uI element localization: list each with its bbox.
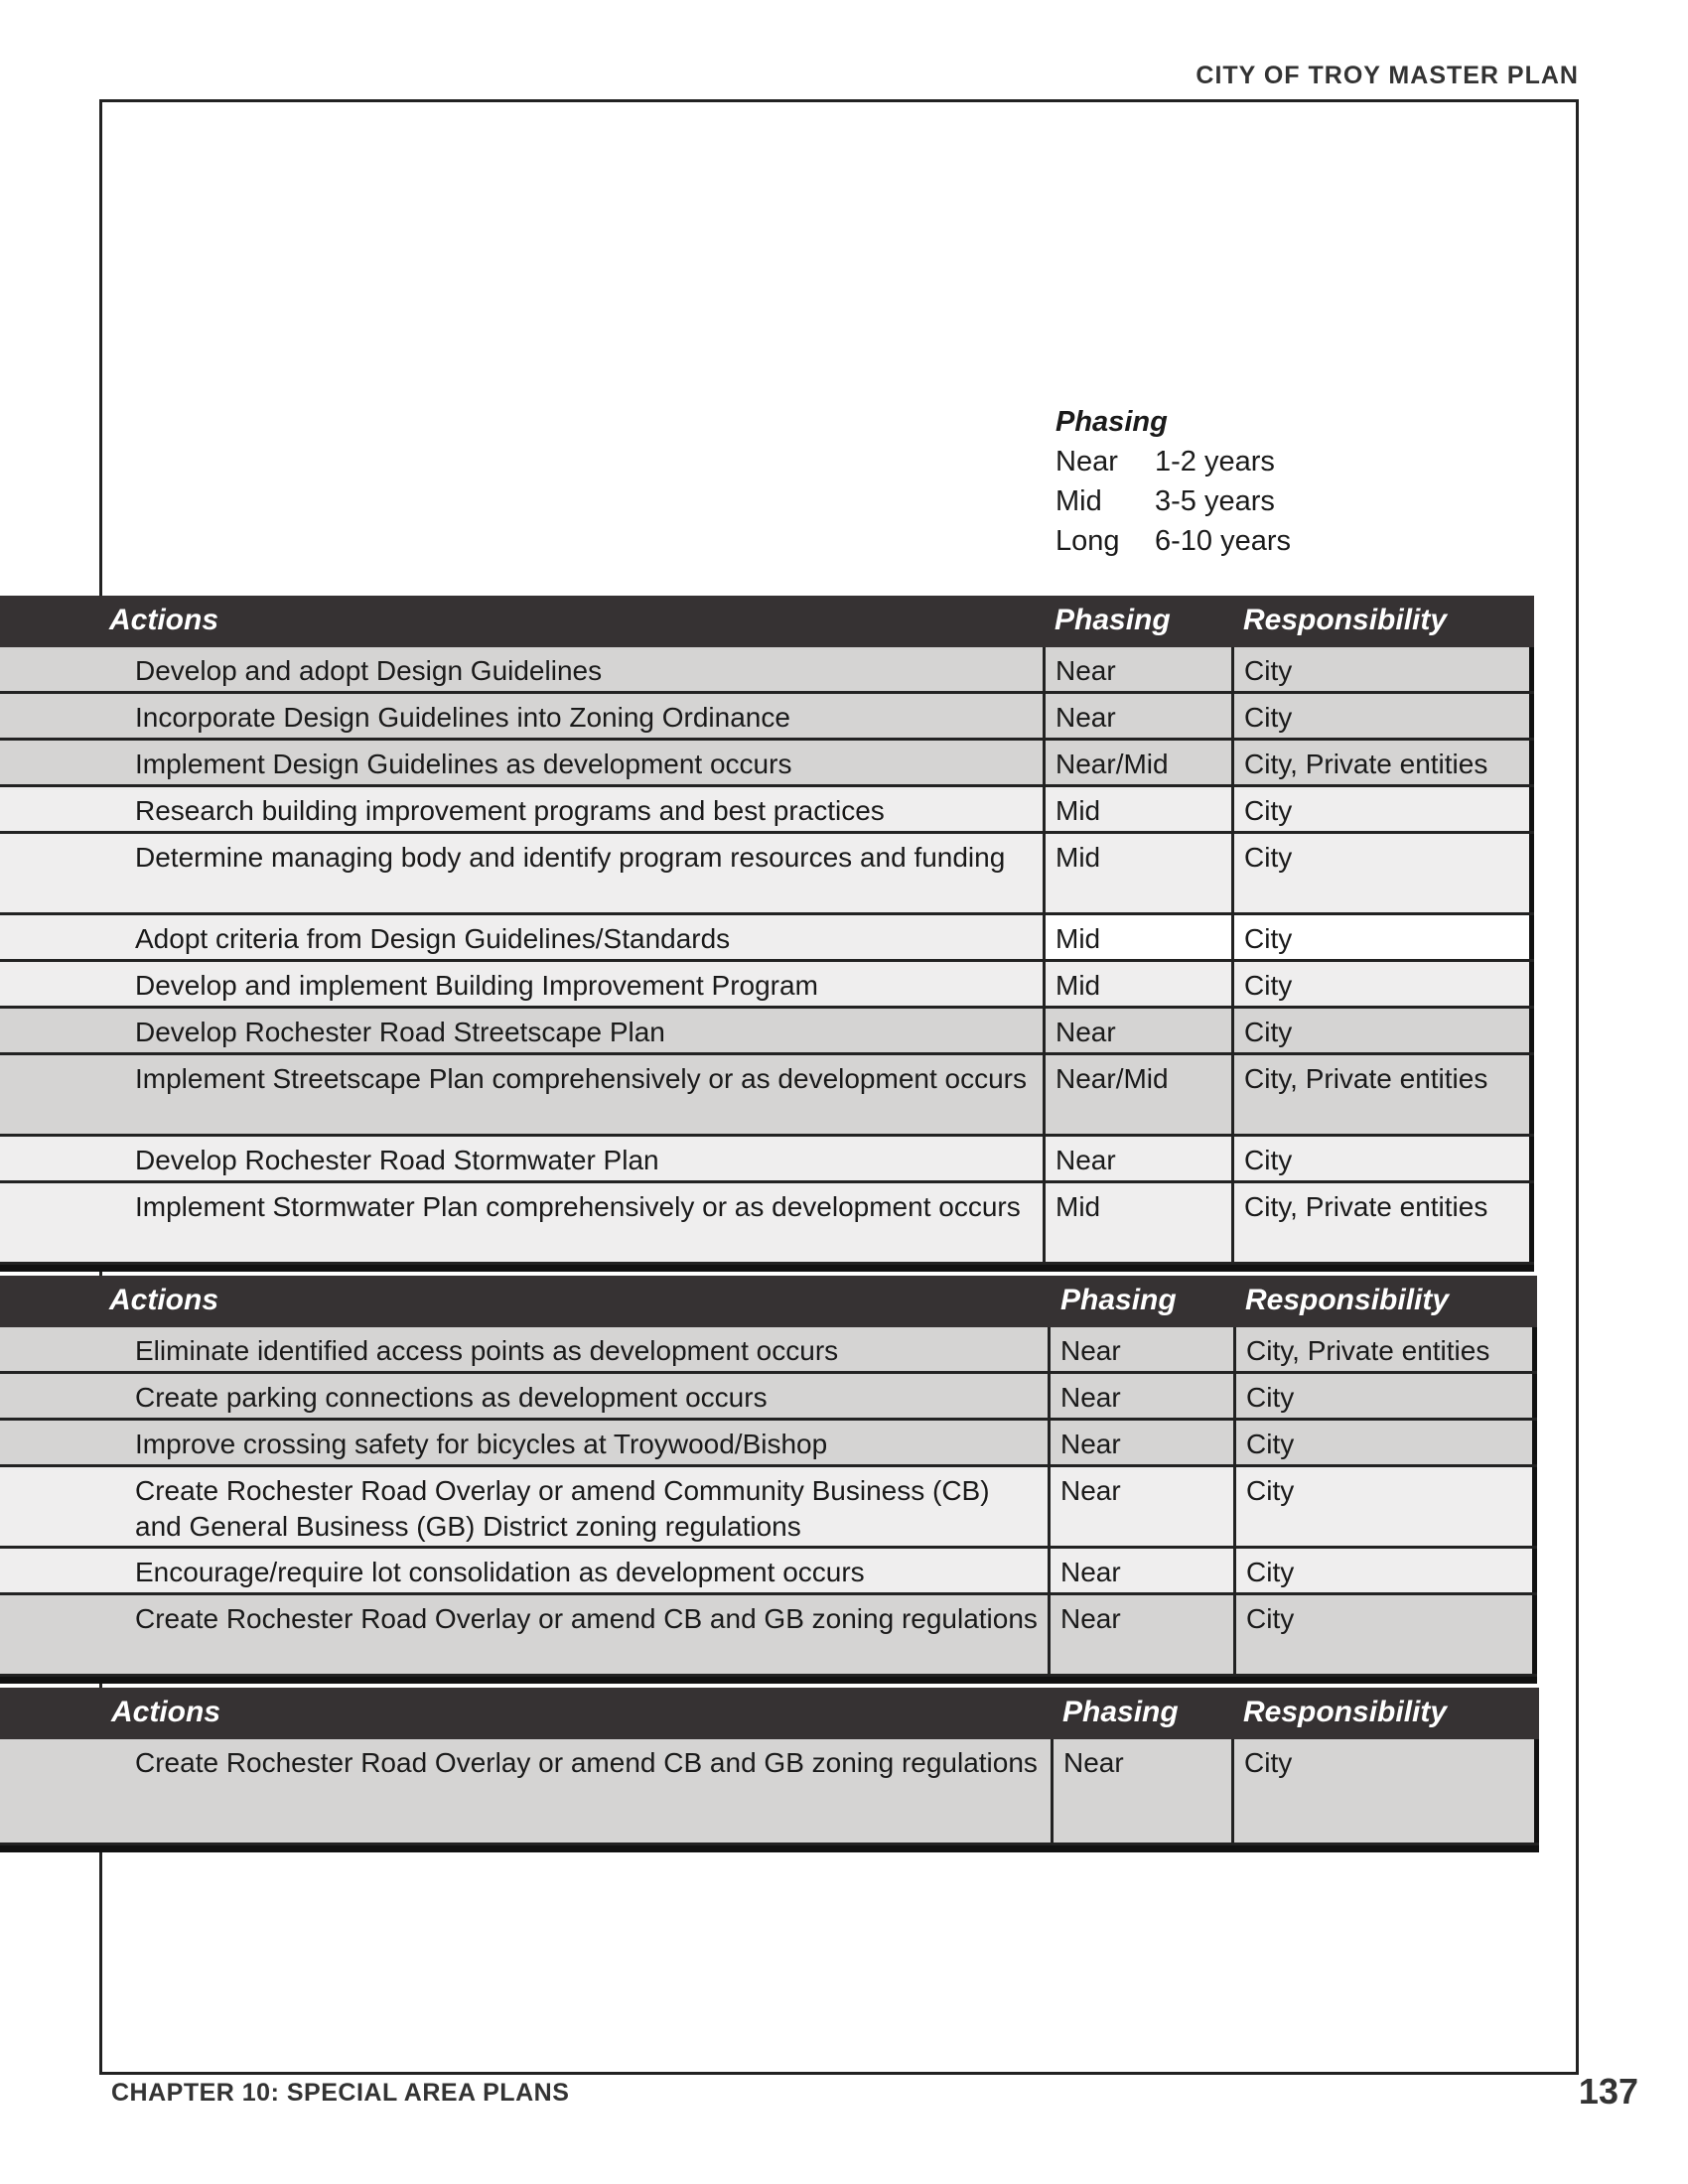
table-header <box>0 1276 1537 1327</box>
row-label-cell <box>0 1055 100 1134</box>
action-cell: Develop Rochester Road Stormwater Plan <box>97 1137 1043 1180</box>
legend-range: 1-2 years <box>1155 446 1275 478</box>
column-header-responsibility: Responsibility <box>1243 604 1448 636</box>
row-label-cell <box>0 694 100 738</box>
table-row <box>0 915 1534 962</box>
table-row <box>0 1374 1537 1421</box>
row-label-cell <box>0 834 100 912</box>
phasing-cell: Near <box>1048 1421 1233 1464</box>
table-row <box>0 1327 1537 1374</box>
column-header-responsibility: Responsibility <box>1243 1696 1448 1728</box>
table-row <box>0 962 1534 1009</box>
table-row <box>0 1595 1537 1677</box>
row-label-cell <box>0 1739 100 1843</box>
row-label-cell <box>0 1374 100 1418</box>
action-cell: Create Rochester Road Overlay or amend CB and GB zoning regulations <box>97 1739 1051 1843</box>
phasing-cell: Near <box>1043 1009 1231 1052</box>
responsibility-cell: City <box>1231 694 1534 738</box>
row-label-cell <box>0 962 100 1006</box>
phasing-cell: Near <box>1048 1595 1233 1674</box>
phasing-cell: Mid <box>1043 915 1231 959</box>
table-row <box>0 1055 1534 1137</box>
column-header-phasing: Phasing <box>1060 1284 1177 1316</box>
responsibility-cell: City, Private entities <box>1233 1327 1537 1371</box>
action-cell: Develop Rochester Road Streetscape Plan <box>97 1009 1043 1052</box>
action-cell: Improve crossing safety for bicycles at Troywood/Bishop <box>97 1421 1048 1464</box>
action-cell: Develop and adopt Design Guidelines <box>97 647 1043 691</box>
phasing-cell: Mid <box>1043 962 1231 1006</box>
phasing-cell: Near/Mid <box>1043 1055 1231 1134</box>
table-row <box>0 834 1534 915</box>
row-label-cell <box>0 647 100 691</box>
legend-range: 6-10 years <box>1155 525 1292 557</box>
phasing-cell: Near <box>1048 1327 1233 1371</box>
action-cell: Develop and implement Building Improvement Program <box>97 962 1043 1006</box>
row-label-cell <box>0 1137 100 1180</box>
phasing-cell: Near <box>1051 1739 1231 1843</box>
legend-row <box>1055 481 1291 521</box>
action-cell: Encourage/require lot consolidation as development occurs <box>97 1549 1048 1592</box>
table-row <box>0 1137 1534 1183</box>
row-label-cell <box>0 1183 100 1262</box>
legend-range: 3-5 years <box>1155 485 1275 517</box>
column-header-actions: Actions <box>109 1284 219 1316</box>
phasing-cell: Near <box>1043 694 1231 738</box>
phasing-cell: Near <box>1048 1374 1233 1418</box>
phasing-cell: Mid <box>1043 1183 1231 1262</box>
phasing-cell: Near <box>1043 647 1231 691</box>
responsibility-cell: City, Private entities <box>1231 1183 1534 1262</box>
phasing-cell: Mid <box>1043 834 1231 912</box>
table-row <box>0 1421 1537 1467</box>
responsibility-cell: City <box>1233 1595 1537 1674</box>
responsibility-cell: City, Private entities <box>1231 741 1534 784</box>
table-bottom-border <box>0 1845 1539 1852</box>
table-row <box>0 1467 1537 1549</box>
column-header-phasing: Phasing <box>1062 1696 1179 1728</box>
legend-row <box>1055 521 1291 561</box>
action-cell: Create Rochester Road Overlay or amend CB and GB zoning regulations <box>97 1595 1048 1674</box>
responsibility-cell: City <box>1233 1467 1537 1546</box>
responsibility-cell: City <box>1231 1009 1534 1052</box>
responsibility-cell: City <box>1233 1549 1537 1592</box>
responsibility-cell: City <box>1231 1739 1539 1843</box>
responsibility-cell: City <box>1233 1374 1537 1418</box>
legend-term: Near <box>1055 446 1118 478</box>
table-header <box>0 1688 1539 1739</box>
table-row <box>0 1549 1537 1595</box>
table-row <box>0 647 1534 694</box>
phasing-cell: Mid <box>1043 787 1231 831</box>
table-header <box>0 596 1534 647</box>
phasing-cell: Near <box>1048 1467 1233 1546</box>
row-label-cell <box>0 787 100 831</box>
action-cell: Implement Design Guidelines as development occurs <box>97 741 1043 784</box>
legend-title: Phasing <box>1055 406 1168 438</box>
action-cell: Implement Streetscape Plan comprehensively or as development occurs <box>97 1055 1043 1134</box>
table-row <box>0 1739 1539 1845</box>
column-header-actions: Actions <box>109 604 219 636</box>
responsibility-cell: City <box>1231 647 1534 691</box>
row-label-cell <box>0 1595 100 1674</box>
row-label-cell <box>0 1327 100 1371</box>
page-number: 137 <box>1578 2071 1638 2112</box>
table-bottom-border <box>0 1677 1537 1684</box>
column-header-actions: Actions <box>111 1696 221 1728</box>
table-row <box>0 1183 1534 1265</box>
table-bottom-border <box>0 1265 1534 1272</box>
row-label-cell <box>0 1467 100 1546</box>
legend-term: Long <box>1055 525 1120 557</box>
responsibility-cell: City <box>1231 787 1534 831</box>
legend-term: Mid <box>1055 485 1102 517</box>
column-header-responsibility: Responsibility <box>1245 1284 1450 1316</box>
phasing-legend <box>1055 402 1291 561</box>
responsibility-cell: City <box>1231 1137 1534 1180</box>
row-label-cell <box>0 741 100 784</box>
table-row <box>0 694 1534 741</box>
action-cell: Incorporate Design Guidelines into Zoning Ordinance <box>97 694 1043 738</box>
table-row <box>0 1009 1534 1055</box>
phasing-cell: Near/Mid <box>1043 741 1231 784</box>
phasing-cell: Near <box>1043 1137 1231 1180</box>
responsibility-cell: City, Private entities <box>1231 1055 1534 1134</box>
row-label-cell <box>0 1009 100 1052</box>
action-cell: Implement Stormwater Plan comprehensively or as development occurs <box>97 1183 1043 1262</box>
action-cell: Adopt criteria from Design Guidelines/Standards <box>97 915 1043 959</box>
phasing-cell: Near <box>1048 1549 1233 1592</box>
responsibility-cell: City <box>1231 915 1534 959</box>
action-cell: Create parking connections as development occurs <box>97 1374 1048 1418</box>
row-label-cell <box>0 1421 100 1464</box>
footer-chapter: CHAPTER 10: SPECIAL AREA PLANS <box>111 2079 570 2107</box>
table-row <box>0 741 1534 787</box>
responsibility-cell: City <box>1233 1421 1537 1464</box>
action-cell: Create Rochester Road Overlay or amend Community Business (CB) and General Business (GB) District zoning regulations <box>97 1467 1048 1546</box>
responsibility-cell: City <box>1231 834 1534 912</box>
action-cell: Research building improvement programs and best practices <box>97 787 1043 831</box>
row-label-cell <box>0 915 100 959</box>
table-row <box>0 787 1534 834</box>
header-title: CITY OF TROY MASTER PLAN <box>1196 62 1579 89</box>
action-cell: Eliminate identified access points as development occurs <box>97 1327 1048 1371</box>
column-header-phasing: Phasing <box>1055 604 1171 636</box>
action-cell: Determine managing body and identify program resources and funding <box>97 834 1043 912</box>
legend-row <box>1055 442 1291 481</box>
responsibility-cell: City <box>1231 962 1534 1006</box>
row-label-cell <box>0 1549 100 1592</box>
